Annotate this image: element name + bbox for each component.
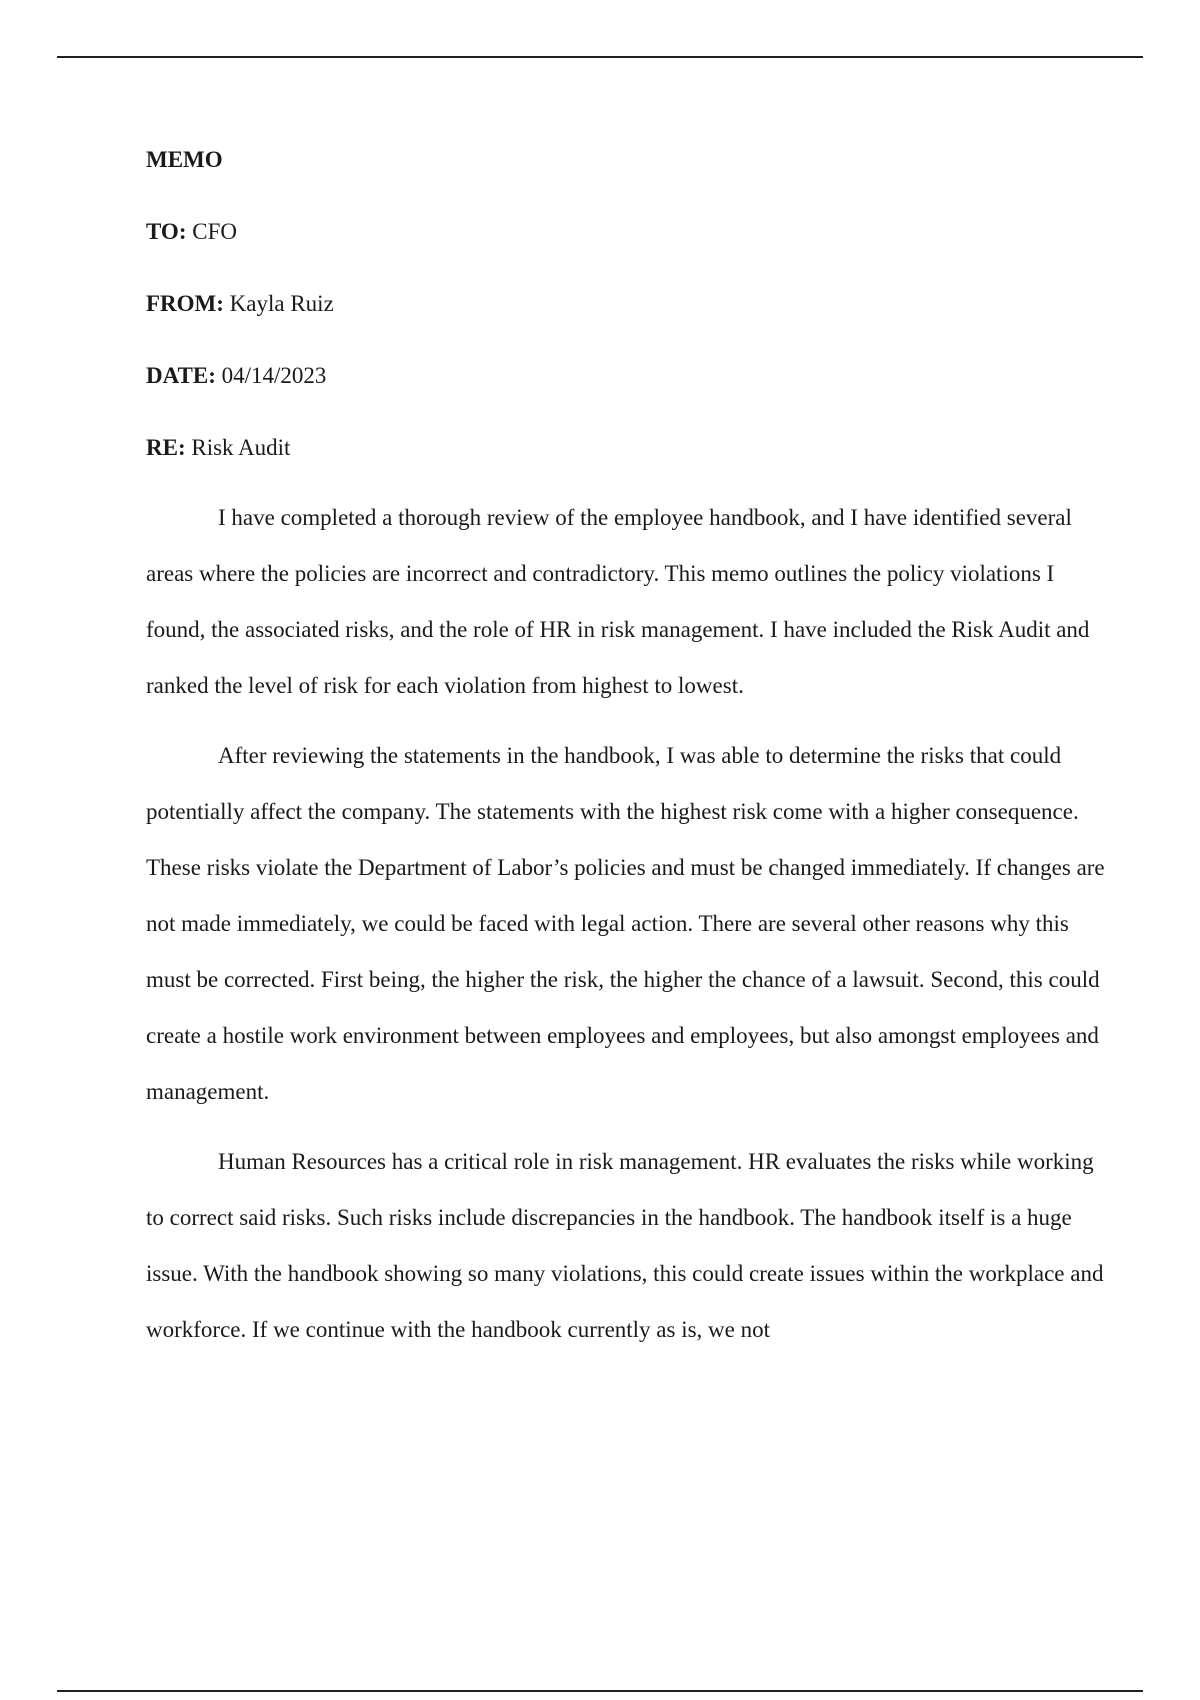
body-paragraph: Human Resources has a critical role in risk management. HR evaluates the risks while working to correct said risks. Such risks include discrepancies in the handbook. The handbook itself is a huge issue. With the handbook showing so many violations, this could create issues within the workplace and workforce. If we continue with the handbook currently as is, we not xyxy=(146,1149,1104,1342)
memo-from-line xyxy=(146,284,1106,324)
memo-re-line xyxy=(146,428,1106,468)
memo-date-value: 04/14/2023 xyxy=(221,363,327,388)
memo-title-line xyxy=(146,140,1106,180)
memo-re-label: RE: xyxy=(146,435,186,460)
memo-to-value: CFO xyxy=(192,219,237,244)
memo-to-line xyxy=(146,212,1106,252)
memo-title: MEMO xyxy=(146,147,223,172)
memo-document xyxy=(146,140,1106,1372)
memo-to-label: TO: xyxy=(146,219,187,244)
page-top-rule xyxy=(57,56,1143,58)
memo-date-line xyxy=(146,356,1106,396)
body-paragraph: After reviewing the statements in the handbook, I was able to determine the risks that could potentially affect the company. The statements with the highest risk come with a higher consequence. These risks violate the Department of Labor’s policies and must be changed immediately. If changes are not made immediately, we could be faced with legal action. There are several other reasons why this must be corrected. First being, the higher the risk, the higher the chance of a lawsuit. Second, this could create a hostile work environment between employees and employees, but also amongst employees and management. xyxy=(146,743,1105,1104)
body-paragraph: I have completed a thorough review of the employee handbook, and I have identified several areas where the policies are incorrect and contradictory. This memo outlines the policy violations I found, the associated risks, and the role of HR in risk management. I have included the Risk Audit and ranked the level of risk for each violation from highest to lowest. xyxy=(146,505,1090,698)
memo-from-value: Kayla Ruiz xyxy=(229,291,334,316)
memo-date-label: DATE: xyxy=(146,363,216,388)
memo-re-value: Risk Audit xyxy=(191,435,291,460)
page-bottom-rule xyxy=(57,1690,1143,1692)
memo-from-label: FROM: xyxy=(146,291,224,316)
